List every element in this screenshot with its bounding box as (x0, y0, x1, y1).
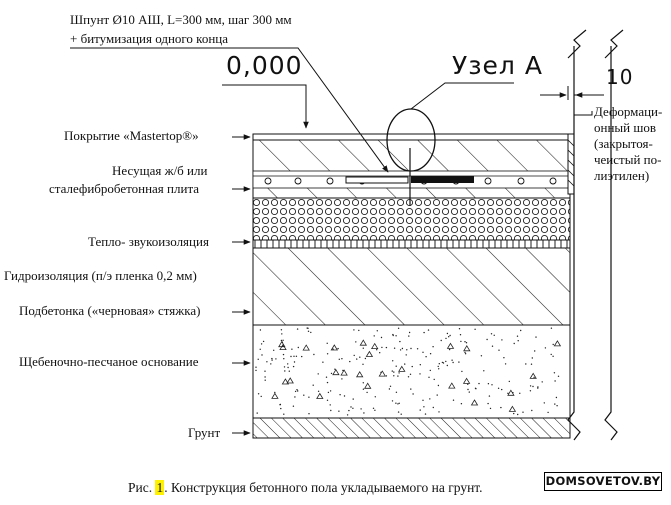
joint-note-line: лиэтилен) (594, 168, 650, 183)
soil-layer (253, 418, 570, 438)
gravel-layer (253, 325, 570, 418)
caption-prefix: Рис. (128, 480, 153, 495)
joint-width-label: 10 (606, 65, 634, 89)
wall-section (568, 30, 623, 440)
dowel-spec-line1: Шпунт Ø10 АШ, L=300 мм, шаг 300 мм (70, 12, 292, 27)
caption-text: . Конструкция бетонного пола укладываемого на грунт. (164, 480, 483, 495)
layer-arrows (232, 137, 250, 433)
dowel-spec-line2: + битумизация одного конца (70, 31, 229, 46)
joint-note-line: (закрытоя- (594, 136, 653, 151)
slab-layer (253, 140, 570, 198)
layer-label-insulation: Тепло- звукоизоляция (88, 234, 209, 249)
layer-label-slab-line1: Несущая ж/б или (112, 163, 208, 178)
site-watermark: DOMSOVETOV.BY (544, 472, 662, 491)
caption-number: 1 (156, 480, 164, 495)
elevation-mark: 0,000 (226, 51, 303, 80)
layer-label-soil: Грунт (188, 425, 221, 440)
insulation-layer (253, 198, 570, 240)
layer-label-membrane: Гидроизоляция (п/э пленка 0,2 мм) (4, 268, 197, 283)
expansion-joint (568, 134, 574, 194)
figure-caption (128, 480, 483, 496)
joint-note-line: Деформаци- (594, 104, 663, 119)
joint-note-line: чеистый по- (594, 152, 662, 167)
layer-label-subconcrete: Подбетонка («черновая» стяжка) (19, 303, 201, 318)
joint-note-line: онный шов (594, 120, 657, 135)
layer-label-gravel: Щебеночно-песчаное основание (19, 354, 199, 369)
layer-label-coating: Покрытие «Mastertop®» (64, 128, 199, 143)
joint-note (594, 104, 662, 184)
layer-label-slab-line2: сталефибробетонная плита (49, 181, 200, 196)
subconcrete-layer (253, 248, 570, 325)
membrane-layer (253, 240, 570, 248)
node-a-label: Узел А (452, 51, 543, 80)
coating-layer (253, 134, 570, 140)
